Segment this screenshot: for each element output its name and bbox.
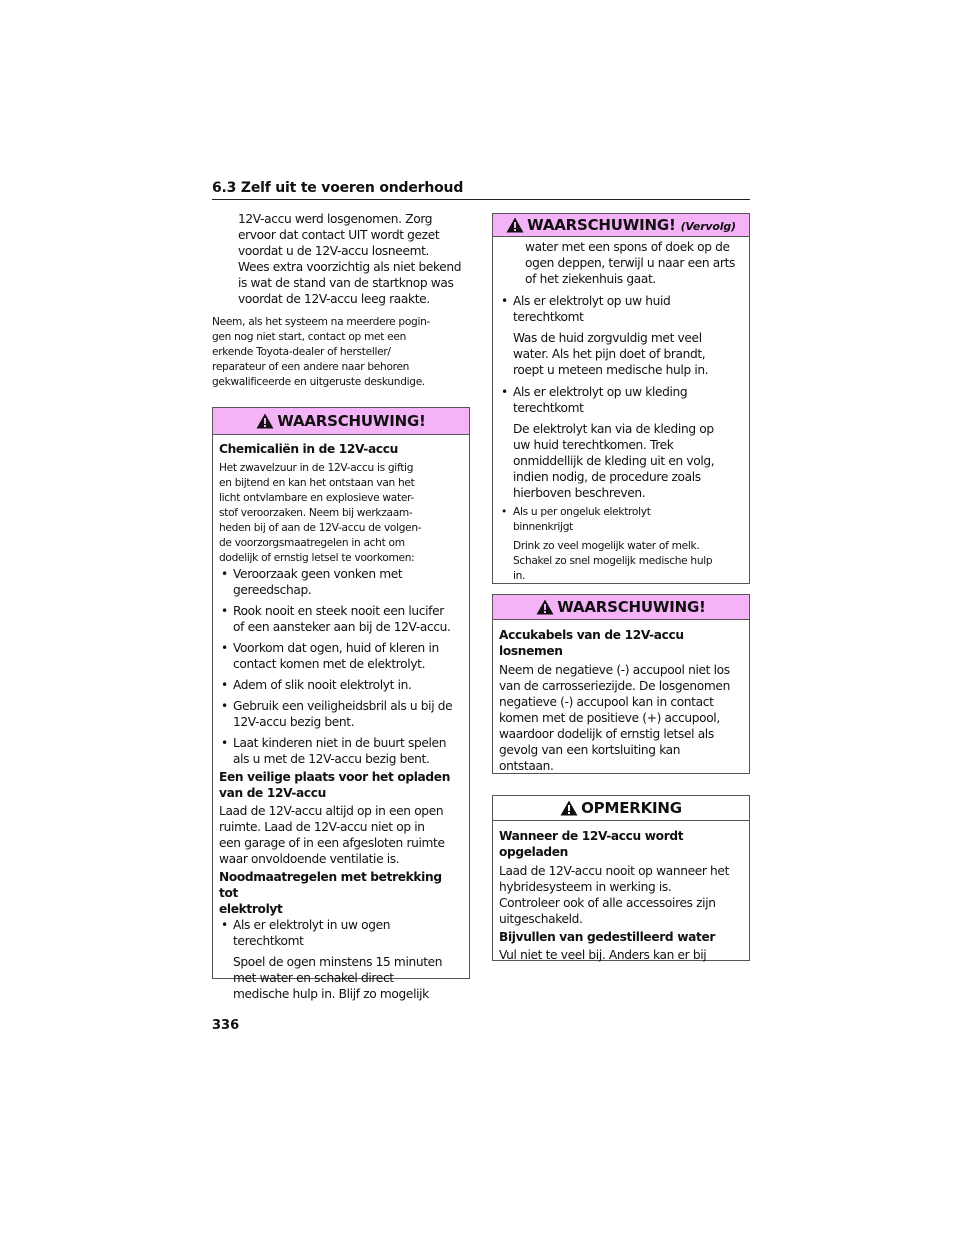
page-number: 336 bbox=[212, 1018, 240, 1033]
text-line: Noodmaatregelen met betrekking tot bbox=[219, 870, 442, 900]
text-line: of een aansteker aan bij de 12V-accu. bbox=[233, 620, 451, 634]
text-line: • Veroorzaak geen vonken met bbox=[233, 567, 403, 581]
text-line: • Als er elektrolyt op uw kleding bbox=[513, 385, 688, 399]
text-line: licht ontvlambare en explosieve water- bbox=[219, 492, 414, 504]
text-line: terechtkomt bbox=[513, 401, 584, 415]
emergency-skin-text bbox=[499, 330, 743, 378]
text-line: • Als er elektrolyt in uw ogen bbox=[233, 918, 391, 932]
warning-title: WAARSCHUWING! bbox=[277, 412, 426, 430]
text-line: waardoor dodelijk of ernstig letsel als bbox=[499, 727, 714, 741]
text-line: Laad de 12V-accu nooit op wanneer het bbox=[499, 864, 730, 878]
text-line: Schakel zo snel mogelijk medische hulp bbox=[513, 555, 713, 567]
emergency-eye-text bbox=[219, 954, 463, 1002]
list-item bbox=[219, 640, 463, 672]
text-line: Was de huid zorgvuldig met veel bbox=[513, 331, 702, 345]
text-line: reparateur of een andere naar behoren bbox=[212, 361, 410, 373]
notice-text bbox=[499, 863, 743, 927]
text-line: een garage of in een afgesloten ruimte bbox=[219, 836, 445, 850]
text-line: uitgeschakeld. bbox=[499, 912, 583, 926]
text-line: gen nog niet start, contact op met een bbox=[212, 331, 407, 343]
text-line: hybridesysteem in werking is. bbox=[499, 880, 672, 894]
warning-header bbox=[213, 408, 469, 435]
list-item bbox=[499, 505, 743, 535]
text-line: De elektrolyt kan via de kleding op bbox=[513, 422, 714, 436]
notice-text-2: Vul niet te veel bij. Anders kan er bij bbox=[499, 948, 707, 962]
warning-heading: Chemicaliën in de 12V-accu bbox=[219, 442, 398, 456]
warning-header bbox=[493, 214, 749, 237]
text-line: uw huid terechtkomen. Trek bbox=[513, 438, 674, 452]
text-line: Controleer ook of alle accessoires zijn bbox=[499, 896, 716, 910]
notice-title: OPMERKING bbox=[581, 799, 682, 817]
warning-box-cables bbox=[492, 594, 750, 774]
section-header: 6.3 Zelf uit te voeren onderhoud bbox=[212, 180, 750, 200]
text-line: • Als er elektrolyt op uw huid bbox=[513, 294, 671, 308]
subheading-safe-charging bbox=[219, 769, 463, 801]
text-line: in. bbox=[513, 570, 526, 582]
text-line: is wat de stand van de startknop was bbox=[238, 276, 454, 290]
warning-box-continued bbox=[492, 213, 750, 584]
text-line: Drink zo veel mogelijk water of melk. bbox=[513, 540, 700, 552]
list-item bbox=[499, 293, 743, 325]
emergency-swallow-text bbox=[499, 539, 743, 584]
text-line: water. Als het pijn doet of brandt, bbox=[513, 347, 706, 361]
text-line: erkende Toyota-dealer of hersteller/ bbox=[212, 346, 391, 358]
notice-heading bbox=[499, 828, 743, 860]
text-line: 12V-accu werd losgenomen. Zorg bbox=[238, 212, 433, 226]
notice-heading-2: Bijvullen van gedestilleerd water bbox=[499, 930, 716, 944]
text-line: onmiddellijk de kleding uit en volg, bbox=[513, 454, 715, 468]
text-line: binnenkrijgt bbox=[513, 521, 573, 533]
text-line: Neem de negatieve (-) accupool niet los bbox=[499, 663, 730, 677]
text-line: waar onvoldoende ventilatie is. bbox=[219, 852, 400, 866]
text-line: voordat de 12V-accu leeg raakte. bbox=[238, 292, 430, 306]
text-line: ogen deppen, terwijl u naar een arts bbox=[525, 256, 736, 270]
warning-box-chemicals bbox=[212, 407, 470, 1001]
text-line: van de carrosseriezijde. De losgenomen bbox=[499, 679, 730, 693]
text-line: gekwalificeerde en uitgeruste deskundige. bbox=[212, 376, 425, 388]
text-line: stof veroorzaken. Neem bij werkzaam- bbox=[219, 507, 413, 519]
text-line: • Adem of slik nooit elektrolyt in. bbox=[233, 678, 412, 692]
text-line: losnemen bbox=[499, 644, 563, 658]
text-line: • Gebruik een veiligheidsbril als u bij de bbox=[233, 699, 453, 713]
text-line: contact komen met de elektrolyt. bbox=[233, 657, 426, 671]
list-item bbox=[219, 566, 463, 598]
text-line: voordat u de 12V-accu losneemt. bbox=[238, 244, 430, 258]
text-line: Laad de 12V-accu altijd op in een open bbox=[219, 804, 444, 818]
warning-title: WAARSCHUWING! bbox=[557, 598, 706, 616]
text-line: van de 12V-accu bbox=[219, 786, 326, 800]
list-item bbox=[219, 677, 463, 693]
list-item bbox=[219, 698, 463, 730]
text-line: negatieve (-) accupool kan in contact bbox=[499, 695, 714, 709]
warning-text bbox=[499, 662, 743, 774]
notice-header bbox=[493, 796, 749, 821]
warning-icon bbox=[536, 599, 554, 615]
text-line: indien nodig, de procedure zoals bbox=[513, 470, 701, 484]
right-column bbox=[492, 213, 750, 961]
warning-icon bbox=[256, 413, 274, 429]
text-line: gevolg van een kortsluiting kan bbox=[499, 743, 681, 757]
warning-intro bbox=[219, 461, 463, 566]
text-line: en bijtend en kan het ontstaan van het bbox=[219, 477, 415, 489]
continued-label: (Vervolg) bbox=[680, 220, 736, 233]
text-line: komen met de positieve (+) accupool, bbox=[499, 711, 720, 725]
text-line: als u met de 12V-accu bezig bent. bbox=[233, 752, 430, 766]
emergency-cloth-text bbox=[499, 421, 743, 501]
notice-box bbox=[492, 795, 750, 961]
text-line: heden bij of aan de 12V-accu de volgen- bbox=[219, 522, 422, 534]
list-item bbox=[219, 917, 463, 949]
text-line: roept u meteen medische hulp in. bbox=[513, 363, 709, 377]
text-line: hierboven beschreven. bbox=[513, 486, 646, 500]
text-line: met water en schakel direct bbox=[233, 971, 394, 985]
left-column bbox=[212, 211, 470, 1001]
text-line: Het zwavelzuur in de 12V-accu is giftig bbox=[219, 462, 414, 474]
text-line: ruimte. Laad de 12V-accu niet op in bbox=[219, 820, 425, 834]
list-item bbox=[219, 603, 463, 635]
text-line: • Laat kinderen niet in de buurt spelen bbox=[233, 736, 447, 750]
text-line: Een veilige plaats voor het opladen bbox=[219, 770, 451, 784]
text-line: of het ziekenhuis gaat. bbox=[525, 272, 656, 286]
warning-icon bbox=[506, 217, 524, 233]
text-line: de voorzorgsmaatregelen in acht om bbox=[219, 537, 405, 549]
warning-header bbox=[493, 595, 749, 620]
text-line: terechtkomt bbox=[233, 934, 304, 948]
text-line: gereedschap. bbox=[233, 583, 312, 597]
list-item bbox=[219, 735, 463, 767]
text-line: Neem, als het systeem na meerdere pogin- bbox=[212, 316, 431, 328]
paragraph-safe-charging bbox=[219, 803, 463, 867]
text-line: Spoel de ogen minstens 15 minuten bbox=[233, 955, 443, 969]
subheading-emergency bbox=[219, 869, 463, 917]
text-line: Wees extra voorzichtig als niet bekend bbox=[238, 260, 462, 274]
text-line: medische hulp in. Blijf zo mogelijk bbox=[233, 987, 429, 1001]
text-line: 12V-accu bezig bent. bbox=[233, 715, 355, 729]
text-line: Wanneer de 12V-accu wordt bbox=[499, 829, 684, 843]
list-item bbox=[499, 384, 743, 416]
text-line: • Voorkom dat ogen, huid of kleren in bbox=[233, 641, 439, 655]
text-line: Accukabels van de 12V-accu bbox=[499, 628, 684, 642]
text-line: • Rook nooit en steek nooit een lucifer bbox=[233, 604, 444, 618]
intro-small-paragraph bbox=[212, 315, 470, 390]
text-line: opgeladen bbox=[499, 845, 569, 859]
text-line: ervoor dat contact UIT wordt gezet bbox=[238, 228, 440, 242]
text-line: elektrolyt bbox=[219, 902, 283, 916]
warning-title: WAARSCHUWING! bbox=[527, 216, 676, 234]
warning-heading bbox=[499, 627, 743, 659]
text-line: ontstaan. bbox=[499, 759, 554, 773]
continued-text bbox=[499, 239, 743, 287]
text-line: dodelijk of ernstig letsel te voorkomen: bbox=[219, 552, 415, 564]
text-line: water met een spons of doek op de bbox=[525, 240, 730, 254]
text-line: • Als u per ongeluk elektrolyt bbox=[513, 506, 651, 518]
notice-icon bbox=[560, 800, 578, 816]
text-line: terechtkomt bbox=[513, 310, 584, 324]
intro-paragraph bbox=[212, 211, 470, 307]
